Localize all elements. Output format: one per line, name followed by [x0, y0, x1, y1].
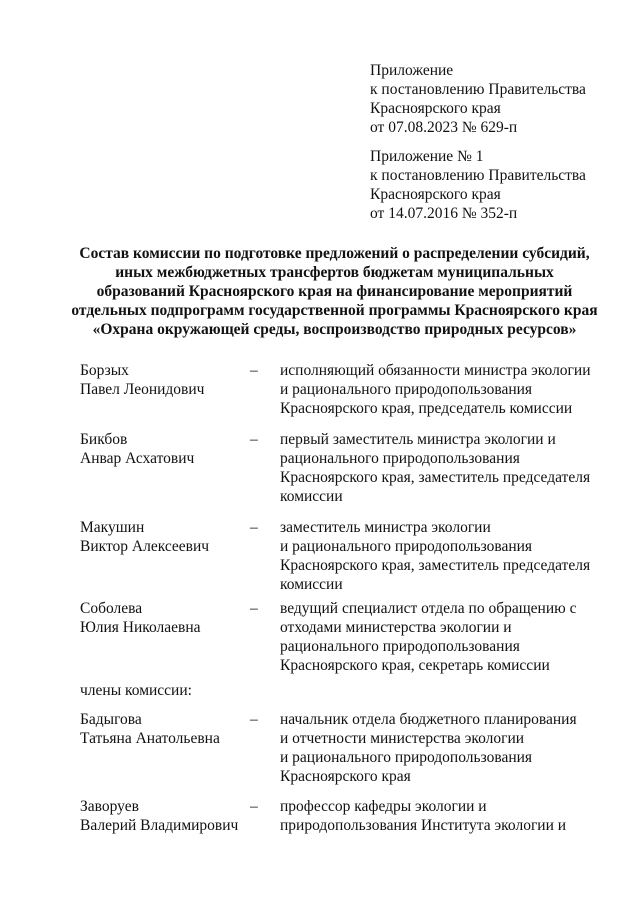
role-line: и отчетности министерства экологии: [280, 730, 525, 747]
dash: –: [250, 362, 258, 379]
member-name: [80, 797, 238, 835]
role-line: рационального природопользования: [280, 450, 520, 467]
role-line: исполняющий обязанности министра экологии: [280, 362, 591, 379]
member-role: [280, 599, 610, 675]
role-line: Красноярского края, секретарь комиссии: [280, 657, 550, 674]
given-names: Павел Леонидович: [80, 381, 205, 398]
member-role: [280, 518, 610, 594]
member-name: [80, 710, 220, 748]
role-line: рационального природопользования: [280, 638, 520, 655]
member-name: [80, 430, 194, 468]
title-line: иных межбюджетных трансфертов бюджетам муниципальных: [115, 264, 554, 281]
dash: –: [250, 600, 258, 617]
member-name: [80, 599, 201, 637]
appendix-current-block: [370, 61, 586, 137]
appendix-line: Приложение: [370, 62, 454, 79]
role-line: профессор кафедры экологии и: [280, 798, 487, 815]
role-line: и рационального природопользования: [280, 538, 533, 555]
role-line: Красноярского края, председатель комиссии: [280, 400, 573, 417]
role-line: первый заместитель министра экологии и: [280, 431, 556, 448]
appendix-line: Красноярского края: [370, 186, 501, 203]
surname: Бикбов: [80, 431, 128, 448]
role-line: заместитель министра экологии: [280, 519, 491, 536]
appendix-original-block: [370, 147, 586, 223]
title-line: образований Красноярского края на финансирование мероприятий: [96, 283, 573, 300]
role-line: отходами министерства экологии и: [280, 619, 512, 636]
role-line: Красноярского края, заместитель председателя: [280, 557, 591, 574]
appendix-line: к постановлению Правительства: [370, 167, 586, 184]
appendix-line: от 07.08.2023 № 629-п: [370, 119, 518, 136]
appendix-line: Приложение № 1: [370, 148, 484, 165]
given-names: Валерий Владимирович: [80, 817, 239, 834]
role-line: ведущий специалист отдела по обращению с: [280, 600, 577, 617]
appendix-line: от 14.07.2016 № 352-п: [370, 205, 518, 222]
given-names: Анвар Асхатович: [80, 450, 195, 467]
title-line: отдельных подпрограмм государственной программы Красноярского края: [71, 302, 598, 319]
member-role: [280, 797, 610, 835]
role-line: комиссии: [280, 488, 343, 505]
surname: Макушин: [80, 519, 145, 536]
member-role: [280, 361, 610, 418]
surname: Соболева: [80, 600, 143, 617]
role-line: Красноярского края, заместитель председателя: [280, 469, 591, 486]
role-line: начальник отдела бюджетного планирования: [280, 711, 577, 728]
surname: Заворуев: [80, 798, 139, 815]
surname: Бадыгова: [80, 711, 142, 728]
given-names: Татьяна Анатольевна: [80, 730, 220, 747]
surname: Борзых: [80, 362, 129, 379]
member-name: [80, 361, 204, 399]
appendix-line: Красноярского края: [370, 100, 501, 117]
dash: –: [250, 431, 258, 448]
document-title: [62, 244, 607, 339]
dash: –: [250, 798, 258, 815]
title-line: Состав комиссии по подготовке предложений о распределении субсидий,: [79, 245, 590, 262]
dash: –: [250, 519, 258, 536]
title-line: «Охрана окружающей среды, воспроизводство природных ресурсов»: [92, 321, 577, 338]
role-line: комиссии: [280, 576, 343, 593]
members-section-label: члены комиссии:: [80, 682, 192, 699]
appendix-line: к постановлению Правительства: [370, 81, 586, 98]
given-names: Виктор Алексеевич: [80, 538, 210, 555]
given-names: Юлия Николаевна: [80, 619, 201, 636]
member-name: [80, 518, 209, 556]
role-line: и рационального природопользования: [280, 749, 533, 766]
role-line: природопользования Института экологии и: [280, 817, 567, 834]
member-role: [280, 710, 610, 786]
role-line: и рационального природопользования: [280, 381, 533, 398]
dash: –: [250, 711, 258, 728]
member-role: [280, 430, 610, 506]
role-line: Красноярского края: [280, 768, 411, 785]
